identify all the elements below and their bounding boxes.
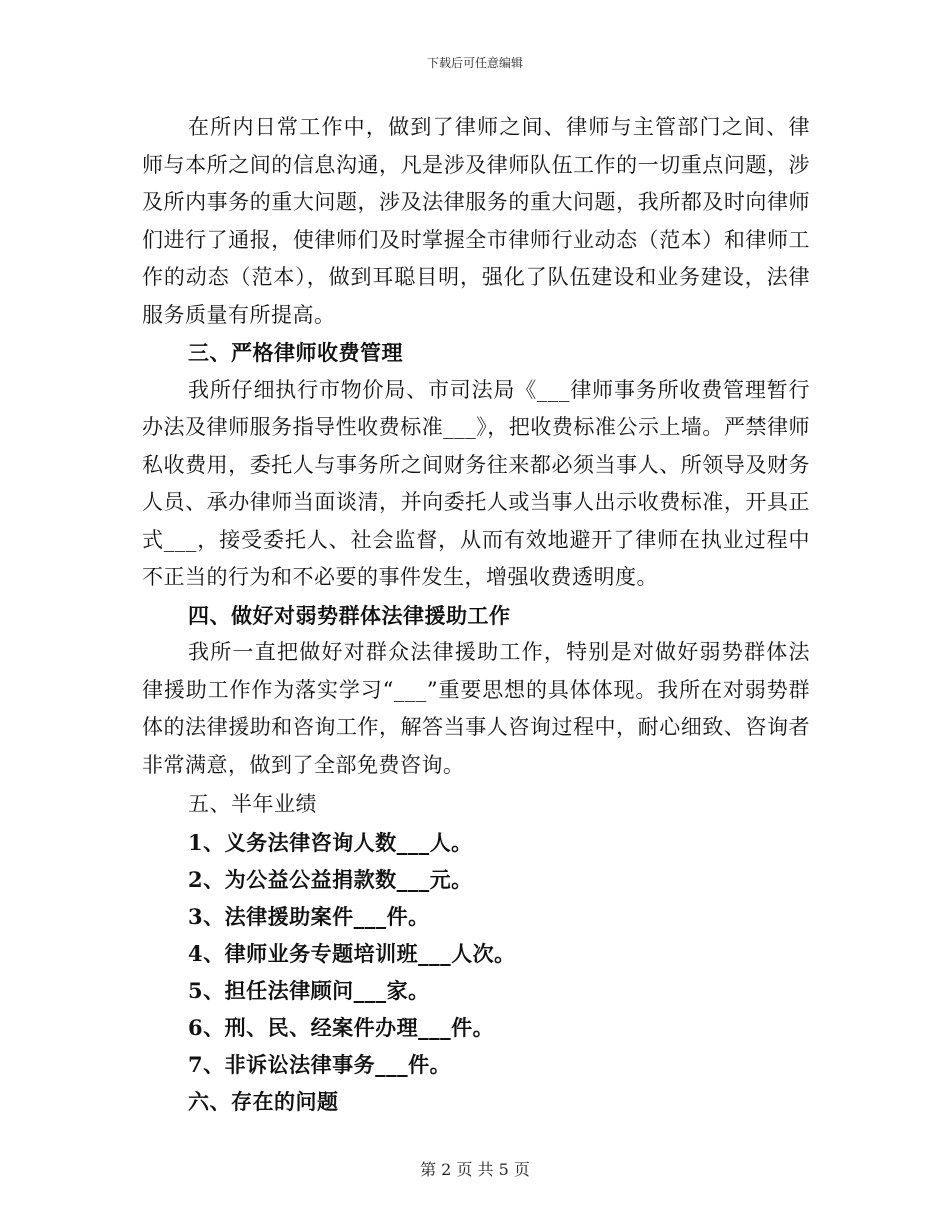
paragraph-fee-management: 我所仔细执行市物价局、市司法局《___律师事务所收费管理暂行办法及律师服务指导性收费标准___》，把收费标准公示上墙。严禁律师私收费用，委托人与事务所之间财务往来都必须当事人、所领导及财务人员、承办律师当面谈清，并向委托人或当事人出示收费标准，开具正式___，接受委托人、社会监督，从而有效地避开了律师在执业过程中不正当的行为和不必要的事件发生，增强收费透明度。 bbox=[142, 377, 810, 589]
list-item: 1、义务法律咨询人数___人。 bbox=[188, 829, 473, 855]
list-item: 3、法律援助案件___件。 bbox=[188, 903, 430, 929]
list-item: 6、刑、民、经案件办理___件。 bbox=[188, 1014, 495, 1040]
paragraph-communication: 在所内日常工作中，做到了律师之间、律师与主管部门之间、律师与本所之间的信息沟通，凡是涉及律师队伍工作的一切重点问题，涉及所内事务的重大问题，涉及法律服务的重大问题，我所都及时向律师们进行了通报，使律师们及时掌握全市律师行业动态（范本）和律师工作的动态（范本），做到耳聪目明，强化了队伍建设和业务建设，法律服务质量有所提高。 bbox=[142, 115, 810, 327]
list-item: 7、非诉讼法律事务___件。 bbox=[188, 1051, 452, 1077]
page-header: 下载后可任意编辑 bbox=[426, 56, 523, 70]
list-item: 2、为公益公益捐款数___元。 bbox=[188, 866, 473, 892]
page-footer: 第 2 页 共 5 页 bbox=[420, 1160, 530, 1179]
paragraph-legal-aid: 我所一直把做好对群众法律援助工作，特别是对做好弱势群体法律援助工作作为落实学习“___”重要思想的具体体现。我所在对弱势群体的法律援助和咨询工作，解答当事人咨询过程中，耐心细致、咨询者非常满意，做到了全部免费咨询。 bbox=[142, 640, 810, 777]
list-item: 5、担任法律顾问___家。 bbox=[188, 977, 430, 1003]
heading-fee-management: 三、严格律师收费管理 bbox=[188, 340, 403, 365]
heading-existing-problems: 六、存在的问题 bbox=[188, 1088, 339, 1114]
list-item: 4、律师业务专题培训班___人次。 bbox=[188, 940, 516, 966]
heading-legal-aid: 四、做好对弱势群体法律援助工作 bbox=[188, 602, 511, 628]
results-list bbox=[142, 824, 810, 1083]
heading-half-year-results: 五、半年业绩 bbox=[188, 792, 317, 816]
document-body bbox=[142, 109, 810, 1120]
